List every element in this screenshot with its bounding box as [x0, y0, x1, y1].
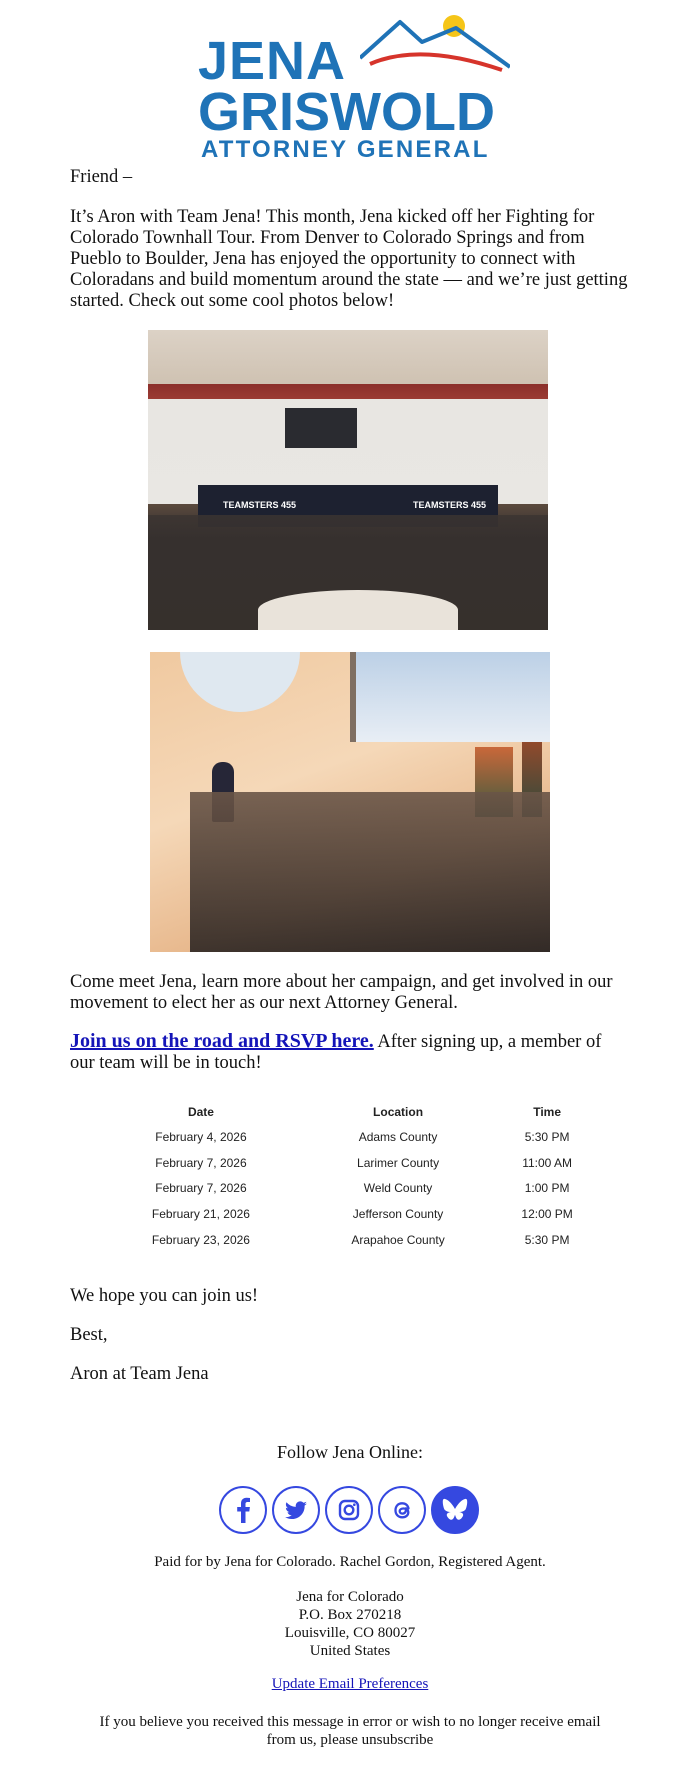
- closing-signature: Aron at Team Jena: [70, 1364, 209, 1384]
- column-header-date: Date: [187, 1104, 214, 1119]
- table-header-row: [100, 1099, 600, 1124]
- event-time: 12:00 PM: [521, 1207, 573, 1222]
- event-location: Arapahoe County: [351, 1233, 445, 1248]
- room-window: [350, 652, 550, 742]
- follow-heading: Follow Jena Online:: [277, 1442, 423, 1462]
- table-row: [100, 1150, 600, 1176]
- instagram-icon[interactable]: [325, 1486, 373, 1534]
- logo-line-office: ATTORNEY GENERAL: [201, 136, 490, 163]
- tv-screen: [285, 408, 357, 448]
- cta-paragraph: Come meet Jena, learn more about her campaign, and get involved in our movement to elect her as our next Attorney General.: [70, 972, 613, 1013]
- audience: [190, 792, 550, 952]
- banner-text-left: TEAMSTERS 455: [223, 500, 297, 510]
- event-date: February 7, 2026: [155, 1155, 247, 1170]
- event-location: Adams County: [358, 1129, 438, 1144]
- event-time: 5:30 PM: [524, 1129, 570, 1144]
- banner-text-right: TEAMSTERS 455: [413, 500, 487, 510]
- threads-icon[interactable]: [378, 1486, 426, 1534]
- event-location: Jefferson County: [352, 1207, 444, 1222]
- intro-paragraph: It’s Aron with Team Jena! This month, Jena kicked off her Fighting for Colorado Townhall Tour. From Denver to Colorado Springs and from Pueblo to Boulder, Jena has enjoyed the opportunity to connect with Coloradans and build momentum around the state — and we’re just getting started. Check out some cool photos below!: [70, 207, 628, 311]
- social-icons: [219, 1486, 484, 1538]
- rsvp-paragraph: [70, 1031, 630, 1074]
- round-table: [258, 590, 458, 630]
- round-window: [180, 652, 300, 712]
- table-row: [100, 1201, 600, 1227]
- address-line-org: Jena for Colorado: [296, 1589, 404, 1605]
- mountain-logo-icon: [360, 12, 510, 72]
- bluesky-icon[interactable]: [431, 1486, 479, 1534]
- events-table: [100, 1099, 600, 1253]
- paid-for-disclaimer: Paid for by Jena for Colorado. Rachel Gordon, Registered Agent.: [154, 1554, 546, 1570]
- event-time: 1:00 PM: [524, 1181, 570, 1196]
- address-line-city: Louisville, CO 80027: [284, 1625, 416, 1641]
- logo-line-surname: GRISWOLD: [198, 82, 495, 142]
- rsvp-after-text: After signing up, a member of our team will be in touch!: [70, 1032, 602, 1073]
- logo-line-name: JENA: [198, 31, 347, 91]
- townhall-photo-room: [150, 652, 550, 952]
- facebook-icon[interactable]: [219, 1486, 267, 1534]
- column-header-location: Location: [373, 1104, 424, 1119]
- table-row: [100, 1124, 600, 1150]
- townhall-photo-teamsters: [148, 330, 548, 630]
- event-date: February 4, 2026: [155, 1129, 247, 1144]
- event-date: February 21, 2026: [151, 1207, 250, 1222]
- address-block: [0, 1588, 700, 1660]
- unsubscribe-line-1: If you believe you received this message in error or wish to no longer receive email: [99, 1714, 601, 1730]
- address-line-country: United States: [309, 1643, 391, 1659]
- campaign-logo: [195, 12, 505, 163]
- unsubscribe-notice: [0, 1713, 700, 1749]
- event-location: Larimer County: [357, 1155, 440, 1170]
- rsvp-link[interactable]: Join us on the road and RSVP here.: [70, 1030, 374, 1052]
- update-email-preferences-link[interactable]: Update Email Preferences: [271, 1676, 429, 1692]
- greeting: Friend –: [70, 167, 133, 187]
- event-date: February 7, 2026: [155, 1181, 247, 1196]
- preferences-row: [0, 1675, 700, 1693]
- table-row: [100, 1176, 600, 1202]
- event-date: February 23, 2026: [151, 1233, 250, 1248]
- event-time: 11:00 AM: [522, 1155, 572, 1170]
- address-line-pobox: P.O. Box 270218: [298, 1607, 402, 1623]
- event-location: Weld County: [363, 1181, 433, 1196]
- twitter-icon[interactable]: [272, 1486, 320, 1534]
- table-row: [100, 1227, 600, 1253]
- unsubscribe-line-2[interactable]: from us, please unsubscribe: [266, 1732, 434, 1748]
- event-time: 5:30 PM: [524, 1233, 570, 1248]
- closing-hope: We hope you can join us!: [70, 1286, 259, 1306]
- closing-signoff: Best,: [70, 1325, 108, 1345]
- column-header-time: Time: [533, 1104, 561, 1119]
